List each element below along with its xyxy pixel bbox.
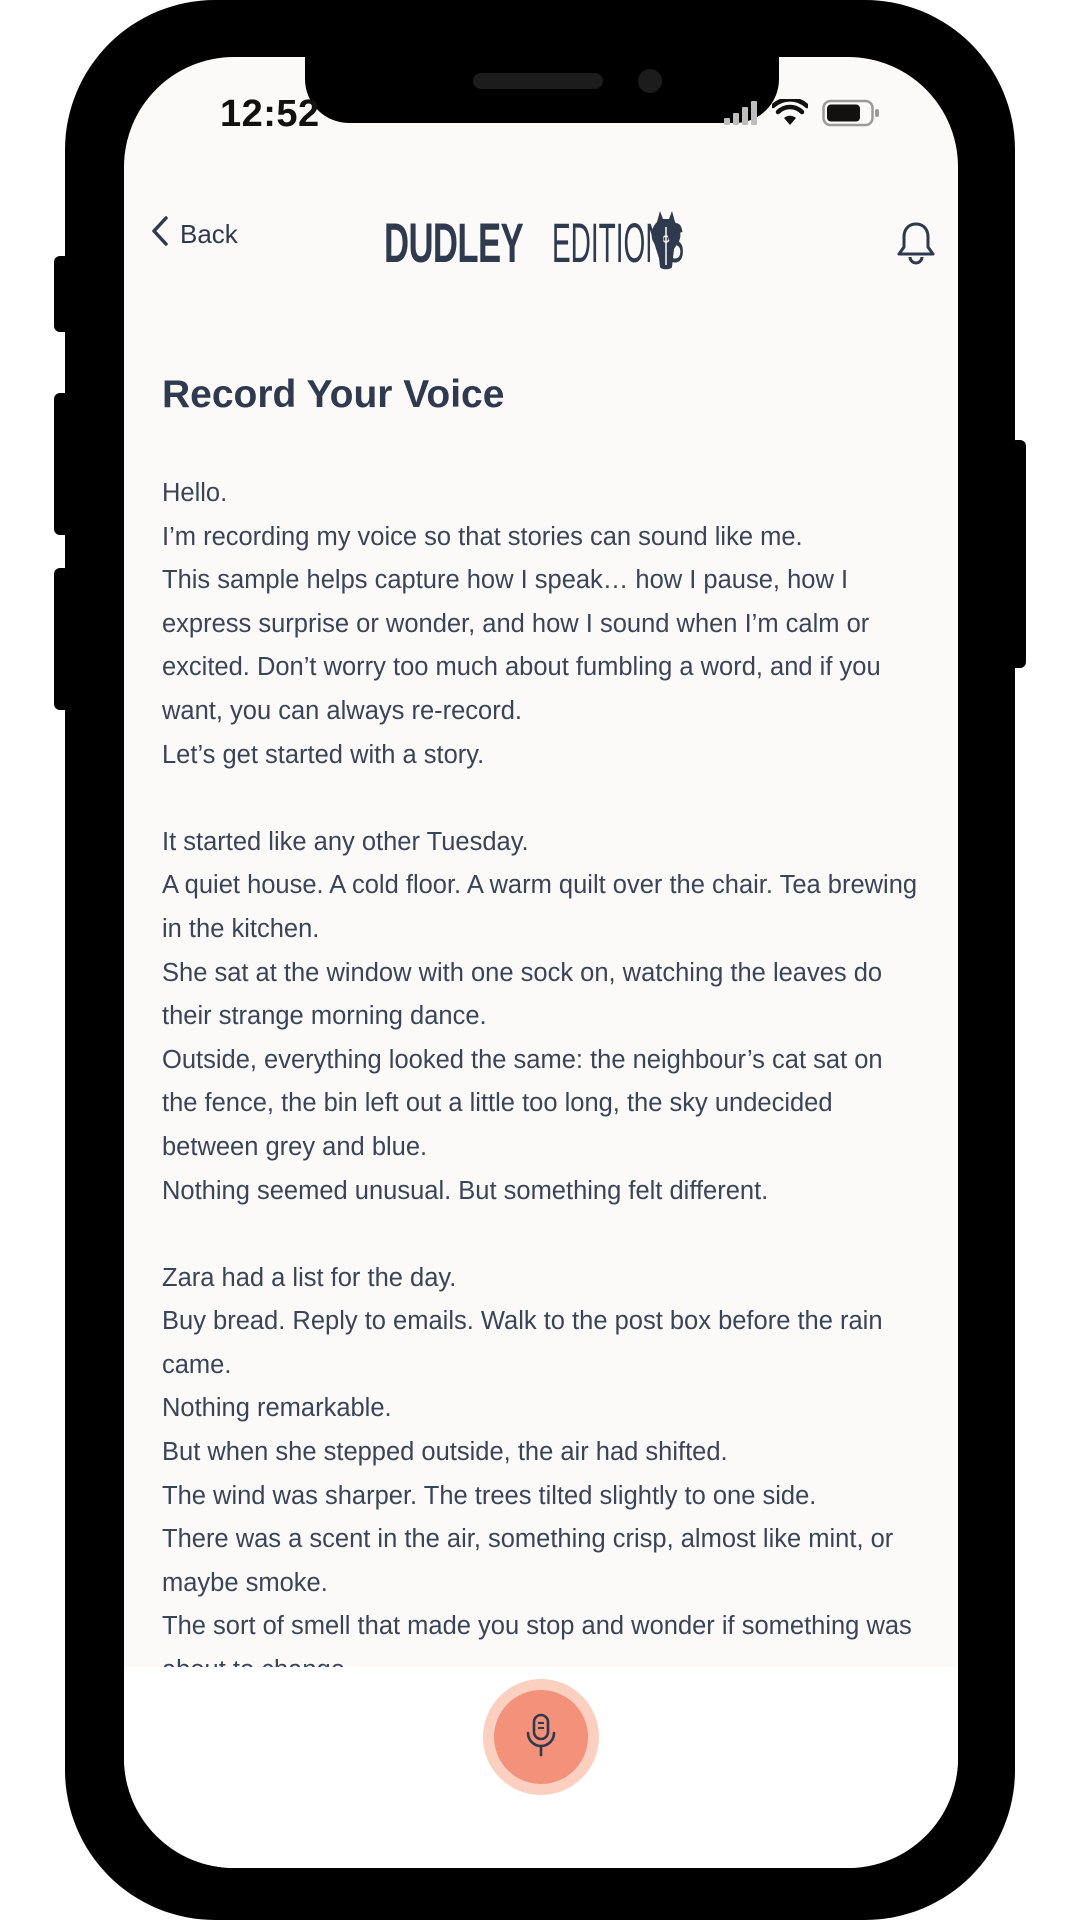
notifications-button[interactable] [896,221,936,269]
side-button-left-3 [54,568,70,710]
back-button[interactable] [150,215,238,254]
speaker-grille [473,73,603,89]
page-title: Record Your Voice [162,373,505,416]
script-line: Hello. [162,479,228,507]
status-icons [724,99,880,131]
script-line: I’m recording my voice so that stories can sound like me. [162,522,803,551]
script-line: Nothing seemed unusual. But something felt different. [162,1176,769,1205]
script-line: Let’s get started with a story. [162,740,485,769]
script-line: This sample helps capture how I speak… how I pause, how I express surprise or wonder, and how I sound when I’m calm or excited. Don’t worry too much about fumbling a word, and if you want, you can always re-record. [162,566,881,725]
app-screen [124,57,958,1868]
microphone-icon [524,1713,558,1761]
side-button-right [1010,440,1026,668]
logo-word-bold: DUDLEY [384,210,524,274]
front-camera [638,69,662,93]
script-line: But when she stepped outside, the air had shifted. [162,1438,728,1467]
paragraph-gap [162,1213,922,1257]
back-label: Back [180,219,238,249]
record-button[interactable] [483,1679,599,1795]
script-line: Buy bread. Reply to emails. Walk to the post box before the rain came. [162,1307,883,1379]
script-line: It started like any other Tuesday. [162,827,529,856]
app-header [124,197,958,287]
script-line: The sort of smell that made you stop and wonder if something was [162,1612,912,1641]
script-text [162,472,922,1693]
signal-icon [724,101,758,129]
logo-word-thin: EDITIONS [552,210,685,274]
bell-icon [896,250,936,269]
status-time: 12:52 [220,93,320,135]
wifi-icon [772,99,808,131]
side-button-left-1 [54,256,70,332]
script-line: She sat at the window with one sock on, watching the leaves do their strange morning dance. [162,958,883,1031]
script-line: There was a scent in the air, something crisp, almost like mint, or maybe smoke. [162,1525,894,1597]
logo-wordmark [384,210,685,275]
script-line: The wind was sharper. The trees tilted slightly to one side. [162,1481,817,1510]
script-line: A quiet house. A cold floor. A warm quilt over the chair. Tea brewing in the kitchen. [162,871,918,943]
script-line: Outside, everything looked the same: the neighbour’s cat sat on the fence, the bin left out a little too long, the sky undecided between grey and blue. [162,1045,883,1161]
script-line: Nothing remarkable. [162,1394,392,1423]
brand-logo [384,197,684,287]
notch [305,57,779,123]
paragraph-gap [162,777,922,821]
record-button-core [494,1690,588,1784]
battery-icon [822,99,880,131]
chevron-left-icon [150,215,170,254]
side-button-left-2 [54,393,70,535]
script-line: Zara had a list for the day. [162,1263,457,1292]
